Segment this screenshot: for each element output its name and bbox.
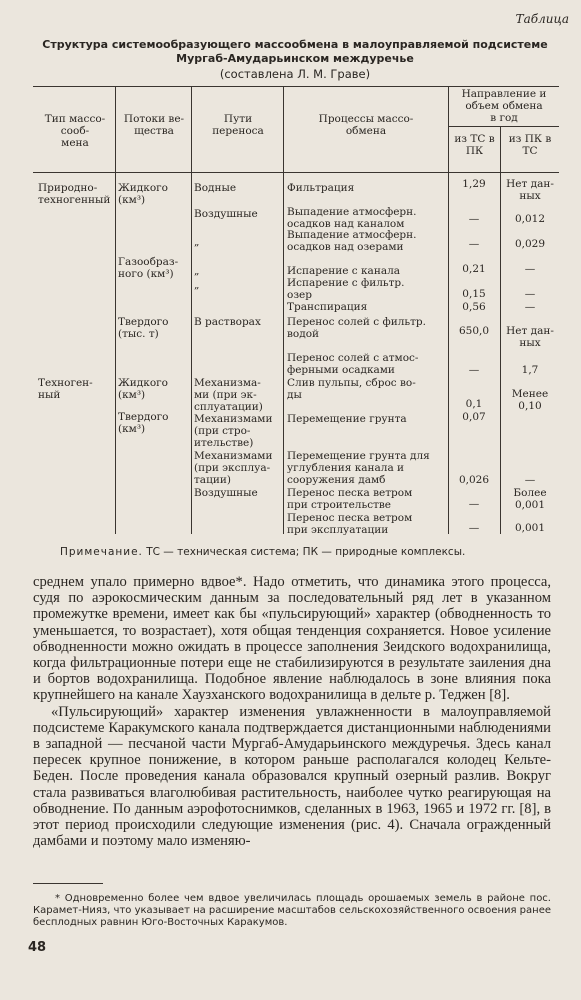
header-from-ts: из ТС в ПК	[454, 133, 495, 157]
body-text	[33, 574, 551, 849]
table-note	[60, 546, 560, 558]
header-flows: Потоки ве- щества	[123, 113, 185, 137]
table-cell-ts: 1,29	[462, 178, 486, 190]
table-cell-flows: Газообраз- ного (км³)	[118, 256, 179, 280]
table-cell-processes: Транспирация	[287, 301, 368, 313]
table-subheader-rule	[448, 126, 559, 127]
table-cell-processes: Перенос песка ветром при эксплуатации	[287, 512, 413, 536]
table-cell-paths: Механизмами (при стро- ительстве)	[194, 413, 273, 449]
footnote: * Одновременно более чем вдвое увеличилась площадь орошаемых земель в районе пос. Карамет-Нияз, что указывает на расширение масштабов сельскохозяйственного освоения ранее бесплодных равнин Юго-Восточных Каракумов.	[33, 893, 551, 928]
table-cell-processes: Перенос солей с атмос- ферными осадками	[287, 352, 419, 376]
table-cell-pk: 1,7	[521, 364, 539, 376]
table-cell-processes: Выпадение атмосферн. осадков над каналом	[287, 206, 417, 230]
table-cell-flows: Твердого (тыс. т)	[118, 316, 169, 340]
table-cell-ts: 0,07	[462, 411, 486, 423]
table-cell-processes: Слив пульпы, сброс во- ды	[287, 377, 416, 401]
table-cell-paths: Механизмами (при эксплуа- тации)	[194, 450, 273, 486]
table-cell-processes: Испарение с канала	[287, 265, 401, 277]
table-cell-ts: —	[468, 213, 480, 225]
table-cell-ts: —	[468, 364, 480, 376]
table-cell-paths: Водные	[194, 182, 237, 194]
table-cell-pk: 0,012	[514, 213, 546, 225]
table-cell-paths: „	[194, 265, 200, 277]
header-paths: Пути переноса	[212, 113, 264, 137]
table-cell-pk: —	[524, 474, 536, 486]
table-cell-pk: Нет дан- ных	[506, 325, 554, 349]
table-cell-pk: Нет дан- ных	[506, 178, 554, 202]
table-cell-ts: —	[468, 238, 480, 250]
note-label: Примечание.	[60, 546, 143, 558]
table-cell-ts: 0,1	[465, 398, 483, 410]
table-cell-pk: Менее 0,10	[511, 388, 549, 412]
col-divider	[500, 126, 501, 534]
table-cell-ts: 650,0	[458, 325, 490, 337]
page-number: 48	[28, 940, 47, 955]
col-divider	[191, 86, 192, 534]
table-cell-paths: „	[194, 236, 200, 248]
table-cell-ts: 0,21	[462, 263, 486, 275]
table-cell-pk: Более 0,001	[513, 487, 547, 511]
table-top-rule	[33, 86, 559, 87]
table-title: Структура системообразующего массообмена в малоуправляемой подсистеме	[42, 38, 548, 51]
table-cell-paths: В растворах	[194, 316, 261, 328]
header-processes: Процессы массо- обмена	[318, 113, 414, 137]
paragraph: среднем упало примерно вдвое*. Надо отметить, что динамика этого процесса, судя по аэрокосмическим данным за последовательный ряд лет в указанном промежутке времени, имеет как бы «пульсирующий» характер (обводненность то уменьшается, то возрастает), хотя общая тенденция сохраняется. Новое усиление обводненности можно ожидать в процессе заполнения Зеидского водохранилища, когда фильтрационные потери еще не стабилизируются в результате заиления дна и бортов водохранилища. Подобное явление наблюдалось в зоне влияния пока крупнейшего на канале Хаузханского водохранилища в дельте р. Теджен [8].	[33, 574, 551, 704]
col-divider	[283, 86, 284, 534]
table-cell-ts: 0,026	[458, 474, 490, 486]
table-cell-pk: 0,001	[514, 522, 546, 534]
table-header-rule	[33, 172, 559, 173]
table-cell-pk: 0,029	[514, 238, 546, 250]
table-cell-processes: Выпадение атмосферн. осадков над озерами	[287, 229, 417, 253]
header-type: Тип массо- сооб- мена	[44, 113, 106, 149]
table-cell-ts: 0,15	[462, 288, 486, 300]
table-cell-paths: Механизма- ми (при эк- сплуатации)	[194, 377, 263, 413]
table-cell-ts: —	[468, 498, 480, 510]
table-cell-ts: 0,56	[462, 301, 486, 313]
table-cell-processes: Перемещение грунта для углубления канала и сооружения дамб	[287, 450, 430, 486]
table-cell-processes: Испарение с фильтр. озер	[287, 277, 405, 301]
header-from-pk: из ПК в ТС	[508, 133, 552, 157]
table-source: (составлена Л. М. Граве)	[219, 67, 371, 81]
footnote-rule	[33, 883, 103, 884]
table-label: Таблица	[515, 12, 569, 26]
table-cell-paths: Воздушные	[194, 487, 258, 499]
table-cell-pk: —	[524, 288, 536, 300]
table-cell-flows: Твердого (км³)	[118, 411, 169, 435]
table-cell-type: Природно- техногенный	[38, 182, 111, 206]
paragraph: «Пульсирующий» характер изменения увлажненности в малоуправляемой подсистеме Каракумского канала подтверждается дистанционными наблюдениями в западной — песчаной части Мургаб-Амударьинского междуречья. Здесь канал пересек крупное понижение, в котором раньше располагался колодец Кельте-Беден. После проведения канала образовался крупный озерный разлив. Вокруг стала развиваться влаголюбивая растительность, наиболее чутко реагирующая на обводнение. По данным аэрофотоснимков, сделанных в 1963, 1965 и 1972 гг. [8], в этот период происходили следующие изменения (рис. 4). Сначала огражденный дамбами и поэтому мало изменяю-	[33, 703, 551, 850]
table-cell-flows: Жидкого (км³)	[118, 377, 168, 401]
table-cell-pk: —	[524, 301, 536, 313]
table-cell-pk: —	[524, 263, 536, 275]
table-cell-ts: —	[468, 522, 480, 534]
table-title-line2: Мургаб-Амударьинском междуречье	[176, 52, 414, 65]
col-divider	[448, 86, 449, 534]
table-cell-processes: Перенос песка ветром при строительстве	[287, 487, 413, 511]
table-cell-paths: Воздушные	[194, 208, 258, 220]
table-cell-flows: Жидкого (км³)	[118, 182, 168, 206]
table-cell-processes: Перемещение грунта	[287, 413, 407, 425]
table-cell-processes: Перенос солей с фильтр. водой	[287, 316, 426, 340]
col-divider	[115, 86, 116, 534]
note-text: ТС — техническая система; ПК — природные комплексы.	[142, 546, 466, 558]
table-cell-processes: Фильтрация	[287, 182, 355, 194]
header-direction: Направление и объем обмена в год	[461, 88, 547, 124]
table-cell-type: Техноген- ный	[38, 377, 93, 401]
table-cell-paths: „	[194, 279, 200, 291]
